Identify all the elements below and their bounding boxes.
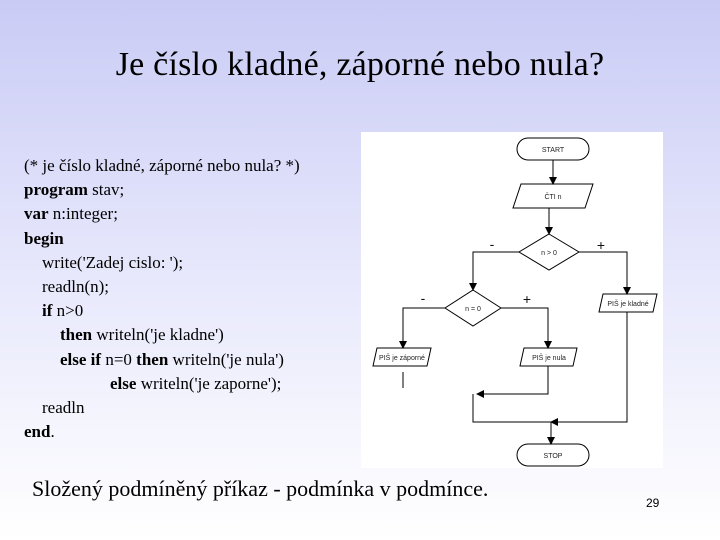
code-line-var bbox=[24, 202, 364, 226]
flow-stop-label: STOP bbox=[543, 453, 563, 460]
code-keyword: then bbox=[136, 349, 169, 369]
code-keyword: else bbox=[110, 373, 137, 393]
code-keyword: var bbox=[24, 204, 49, 224]
page-number: 29 bbox=[646, 496, 660, 510]
flow-input-label: ČTI n bbox=[544, 194, 562, 201]
code-keyword: begin bbox=[24, 228, 64, 248]
code-text: stav; bbox=[87, 180, 125, 200]
code-text: n:integer; bbox=[48, 204, 118, 224]
code-text: n=0 bbox=[101, 349, 137, 369]
arrow-yes-zero bbox=[501, 308, 548, 348]
flow-out-zero-label: PIŠ je nula bbox=[532, 355, 566, 362]
code-text: n>0 bbox=[52, 301, 84, 321]
code-line-readln-end bbox=[24, 396, 364, 420]
flow-out-negative-label: PIŠ je záporné bbox=[379, 355, 425, 362]
code-text: writeln('je zaporne'); bbox=[136, 373, 282, 393]
code-keyword: if bbox=[42, 301, 53, 321]
code-text: (* je číslo kladné, záporné nebo nula? *) bbox=[24, 156, 300, 175]
code-line-else bbox=[24, 372, 364, 396]
code-text: writeln('je nula') bbox=[168, 349, 284, 369]
code-line-begin bbox=[24, 227, 364, 251]
code-line-else-if bbox=[24, 348, 364, 372]
flow-plus-label-1: + bbox=[596, 237, 606, 253]
pascal-code-listing bbox=[24, 154, 364, 444]
flowchart-svg bbox=[361, 132, 663, 468]
flow-cond2-label: n = 0 bbox=[465, 306, 481, 313]
line-merge-inner bbox=[473, 394, 551, 422]
slide-title: Je číslo kladné, záporné nebo nula? bbox=[115, 46, 605, 83]
code-line-end bbox=[24, 420, 364, 444]
code-text: readln bbox=[42, 398, 85, 418]
code-line-comment bbox=[24, 154, 364, 178]
code-keyword: program bbox=[24, 180, 88, 200]
flow-minus-label-2: - bbox=[420, 290, 426, 306]
flow-start-label: START bbox=[541, 147, 565, 154]
code-line-readln bbox=[24, 275, 364, 299]
code-line-write bbox=[24, 251, 364, 275]
flowchart-diagram bbox=[361, 132, 663, 468]
code-keyword: then bbox=[60, 325, 93, 345]
code-text: readln(n); bbox=[42, 277, 110, 297]
arrow-no-zero bbox=[473, 252, 519, 290]
arrow-zero-merge bbox=[477, 366, 548, 394]
code-line-if bbox=[24, 299, 364, 323]
code-line-program bbox=[24, 178, 364, 202]
flow-cond1-label: n > 0 bbox=[541, 250, 557, 257]
slide-caption: Složený podmíněný příkaz - podmínka v podmínce. bbox=[32, 476, 489, 501]
code-keyword: end bbox=[24, 422, 51, 442]
flow-out-positive-label: PIŠ je kladné bbox=[607, 301, 649, 308]
code-line-then bbox=[24, 323, 364, 347]
arrow-no-negative bbox=[403, 308, 445, 348]
code-text: . bbox=[50, 422, 55, 442]
arrow-positive-merge bbox=[551, 312, 627, 422]
flow-plus-label-2: + bbox=[522, 291, 532, 307]
arrow-yes-positive bbox=[579, 252, 627, 294]
code-keyword: else if bbox=[60, 349, 102, 369]
flow-minus-label-1: - bbox=[489, 236, 495, 252]
code-text: writeln('je kladne') bbox=[92, 325, 224, 345]
code-text: write('Zadej cislo: '); bbox=[42, 252, 184, 272]
